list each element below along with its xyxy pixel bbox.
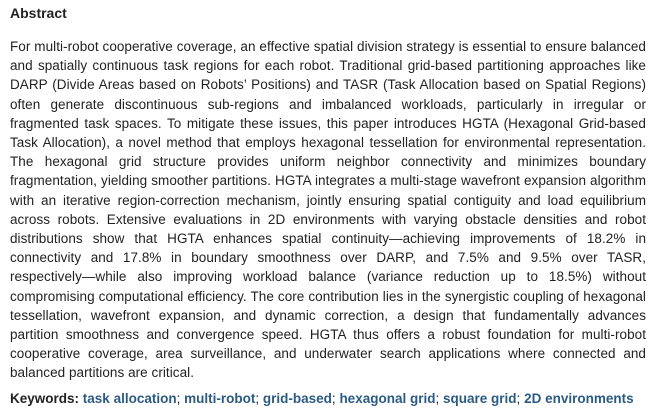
keyword-link-hexagonal-grid[interactable]: hexagonal grid xyxy=(339,390,436,406)
abstract-heading: Abstract xyxy=(10,5,67,21)
keyword-link-task-allocation[interactable]: task allocation xyxy=(82,390,177,406)
keyword-link-square-grid[interactable]: square grid xyxy=(443,390,517,406)
keyword-separator: ; xyxy=(255,390,260,406)
keyword-separator: ; xyxy=(331,390,336,406)
keyword-separator: ; xyxy=(176,390,181,406)
keyword-separator: ; xyxy=(516,390,521,406)
keyword-link-grid-based[interactable]: grid-based xyxy=(262,390,332,406)
keyword-link-2d-environments[interactable]: 2D environments xyxy=(524,390,634,406)
keywords-row xyxy=(10,389,646,408)
keyword-link-multi-robot[interactable]: multi-robot xyxy=(184,390,256,406)
abstract-section xyxy=(10,4,646,408)
keyword-separator: ; xyxy=(435,390,440,406)
keywords-label: Keywords: xyxy=(10,390,80,406)
abstract-body: For multi-robot cooperative coverage, an effective spatial division strategy is essential to ensure balanced and spatially continuous task regions for each robot. Traditional grid-based partitioning approaches like DARP (Divide Areas based on Robots’ Positions) and TASR (Task Allocation based on Spatial Regions) often generate discontinuous sub-regions and imbalanced workloads, particularly in irregular or fragmented task spaces. To mitigate these issues, this paper introduces HGTA (Hexagonal Grid-based Task Allocation), a novel method that employs hexagonal tessellation for environmental representation. The hexagonal grid structure provides uniform neighbor connectivity and minimizes boundary fragmentation, yielding smoother partitions. HGTA integrates a multi-stage wavefront expansion algorithm with an iterative region-correction mechanism, jointly ensuring spatial contiguity and load equilibrium across robots. Extensive evaluations in 2D environments with varying obstacle densities and robot distributions show that HGTA enhances spatial continuity—achieving improvements of 18.2% in connectivity and 17.8% in boundary smoothness over DARP, and 7.5% and 9.5% over TASR, respectively—while also improving workload balance (variance reduction up to 18.5%) without compromising computational efficiency. The core contribution lies in the synergistic coupling of hexagonal tessellation, wavefront expansion, and dynamic correction, a design that fundamentally advances partition smoothness and convergence speed. HGTA thus offers a robust foundation for multi-robot cooperative coverage, area surveillance, and underwater search applications where connected and balanced partitions are critical. xyxy=(10,39,646,381)
